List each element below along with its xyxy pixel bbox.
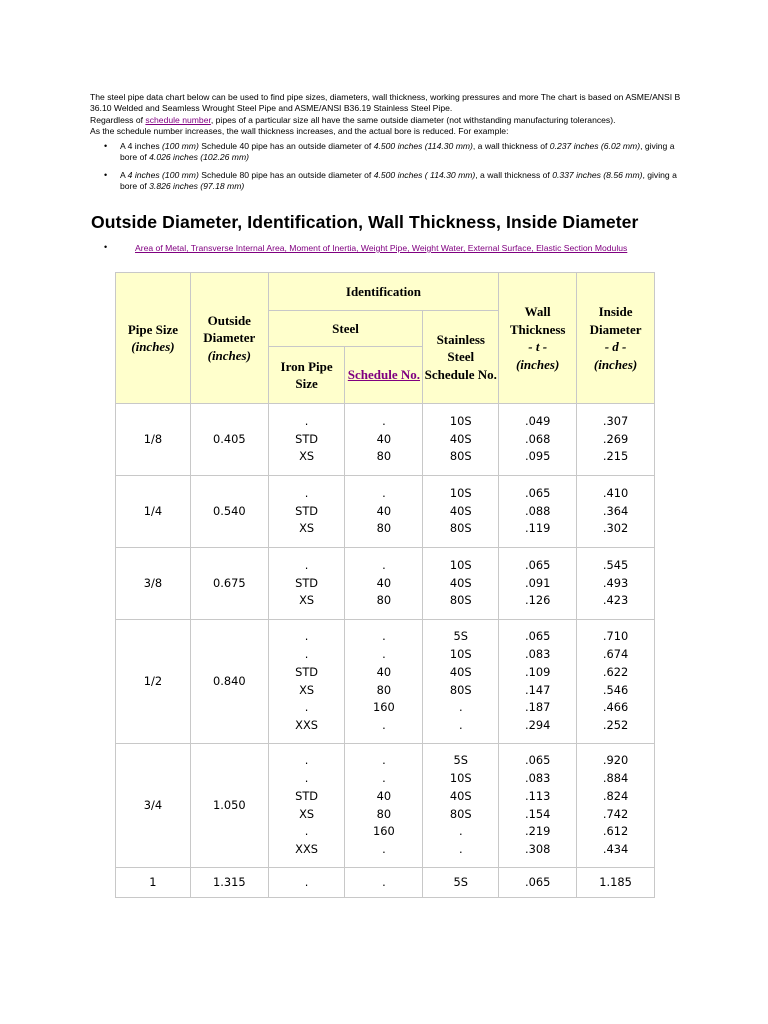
cell-pipe-size: 1 [116, 868, 191, 898]
header-outside-diameter: Outside Diameter (inches) [190, 273, 268, 404]
cell-outside-diameter: 0.405 [190, 404, 268, 476]
table-row [116, 404, 655, 476]
cell-pipe-size: 1/4 [116, 476, 191, 548]
cell-inside-diameter: 1.185 [577, 868, 655, 898]
header-stainless-schedule: Stainless Steel Schedule No. [423, 311, 499, 404]
cell-iron-pipe-size: . . STD XS . XXS [268, 744, 345, 868]
table-body [116, 404, 655, 898]
cell-iron-pipe-size: . [268, 868, 345, 898]
cell-outside-diameter: 0.840 [190, 620, 268, 744]
bullet-icon: • [104, 141, 108, 152]
cell-schedule-no: . 40 80 [345, 476, 423, 548]
cell-schedule-no: . 40 80 [345, 404, 423, 476]
cell-inside-diameter: .545 .493 .423 [577, 548, 655, 620]
cell-schedule-no: . . 40 80 160 . [345, 620, 423, 744]
example-item: • A 4 inches (100 mm) Schedule 40 pipe has an outside diameter of 4.500 inches (114.30 mm), a wall thickness of 0.237 inches (6.02 mm), giving a bore of 4.026 inches (102.26 mm) [104, 141, 675, 163]
header-identification: Identification [268, 273, 498, 311]
cell-iron-pipe-size: . STD XS [268, 476, 345, 548]
cell-wall-thickness: .065 .091 .126 [499, 548, 577, 620]
cell-iron-pipe-size: . . STD XS . XXS [268, 620, 345, 744]
cell-pipe-size: 3/4 [116, 744, 191, 868]
cell-inside-diameter: .410 .364 .302 [577, 476, 655, 548]
header-wall-thickness: Wall Thickness - t - (inches) [499, 273, 577, 404]
related-properties-link[interactable]: Area of Metal, Transverse Internal Area, Moment of Inertia, Weight Pipe, Weight Water, External Surface, Elastic Section Modulus [135, 243, 628, 253]
header-iron-pipe-size: Iron Pipe Size [268, 347, 345, 404]
cell-inside-diameter: .920 .884 .824 .742 .612 .434 [577, 744, 655, 868]
cell-stainless-schedule: 5S [423, 868, 499, 898]
schedule-number-link[interactable]: schedule number [145, 114, 211, 125]
header-steel: Steel [268, 311, 423, 347]
cell-schedule-no: . [345, 868, 423, 898]
table-row [116, 548, 655, 620]
intro-paragraph: The steel pipe data chart below can be used to find pipe sizes, diameters, wall thickness, working pressures and more The chart is based on ASME/ANSI B 36.10 Welded and Seamless Wrought Steel Pipe and ASME/ANSI B36.19 Stainless Steel Pipe. [90, 92, 681, 114]
cell-schedule-no: . 40 80 [345, 548, 423, 620]
table-row [116, 620, 655, 744]
cell-iron-pipe-size: . STD XS [268, 548, 345, 620]
header-pipe-size: Pipe Size (inches) [116, 273, 191, 404]
cell-iron-pipe-size: . STD XS [268, 404, 345, 476]
example-list [90, 141, 690, 192]
cell-inside-diameter: .710 .674 .622 .546 .466 .252 [577, 620, 655, 744]
intro-example-note: As the schedule number increases, the wall thickness increases, and the actual bore is reduced. For example: [90, 125, 509, 136]
cell-inside-diameter: .307 .269 .215 [577, 404, 655, 476]
table-row [116, 744, 655, 868]
cell-pipe-size: 1/8 [116, 404, 191, 476]
cell-wall-thickness: .065 .088 .119 [499, 476, 577, 548]
intro-schedule-note: Regardless of schedule number, pipes of a particular size all have the same outside diameter (not withstanding manufacturing tolerances). [90, 114, 616, 125]
cell-wall-thickness: .065 .083 .113 .154 .219 .308 [499, 744, 577, 868]
intro-text [90, 92, 690, 198]
cell-outside-diameter: 0.675 [190, 548, 268, 620]
cell-outside-diameter: 1.315 [190, 868, 268, 898]
header-schedule-no[interactable] [345, 347, 423, 404]
cell-wall-thickness: .049 .068 .095 [499, 404, 577, 476]
cell-stainless-schedule: 5S 10S 40S 80S . . [423, 620, 499, 744]
table-row [116, 868, 655, 898]
cell-pipe-size: 3/8 [116, 548, 191, 620]
bullet-icon: • [104, 242, 108, 252]
cell-pipe-size: 1/2 [116, 620, 191, 744]
pipe-data-table [115, 272, 655, 898]
table-row [116, 476, 655, 548]
cell-stainless-schedule: 10S 40S 80S [423, 548, 499, 620]
cell-outside-diameter: 0.540 [190, 476, 268, 548]
cell-schedule-no: . . 40 80 160 . [345, 744, 423, 868]
cell-wall-thickness: .065 .083 .109 .147 .187 .294 [499, 620, 577, 744]
cell-wall-thickness: .065 [499, 868, 577, 898]
page-title: Outside Diameter, Identification, Wall Thickness, Inside Diameter [91, 212, 639, 232]
header-inside-diameter: Inside Diameter - d - (inches) [577, 273, 655, 404]
bullet-icon: • [104, 169, 108, 180]
cell-stainless-schedule: 10S 40S 80S [423, 476, 499, 548]
cell-stainless-schedule: 10S 40S 80S [423, 404, 499, 476]
schedule-no-link[interactable]: Schedule No. [347, 367, 421, 383]
cell-stainless-schedule: 5S 10S 40S 80S . . [423, 744, 499, 868]
cell-outside-diameter: 1.050 [190, 744, 268, 868]
example-item: • A 4 inches (100 mm) Schedule 80 pipe has an outside diameter of 4.500 inches ( 114.30 mm), a wall thickness of 0.337 inches (8.56 mm), giving a bore of 3.826 inches (97.18 mm) [104, 169, 677, 192]
